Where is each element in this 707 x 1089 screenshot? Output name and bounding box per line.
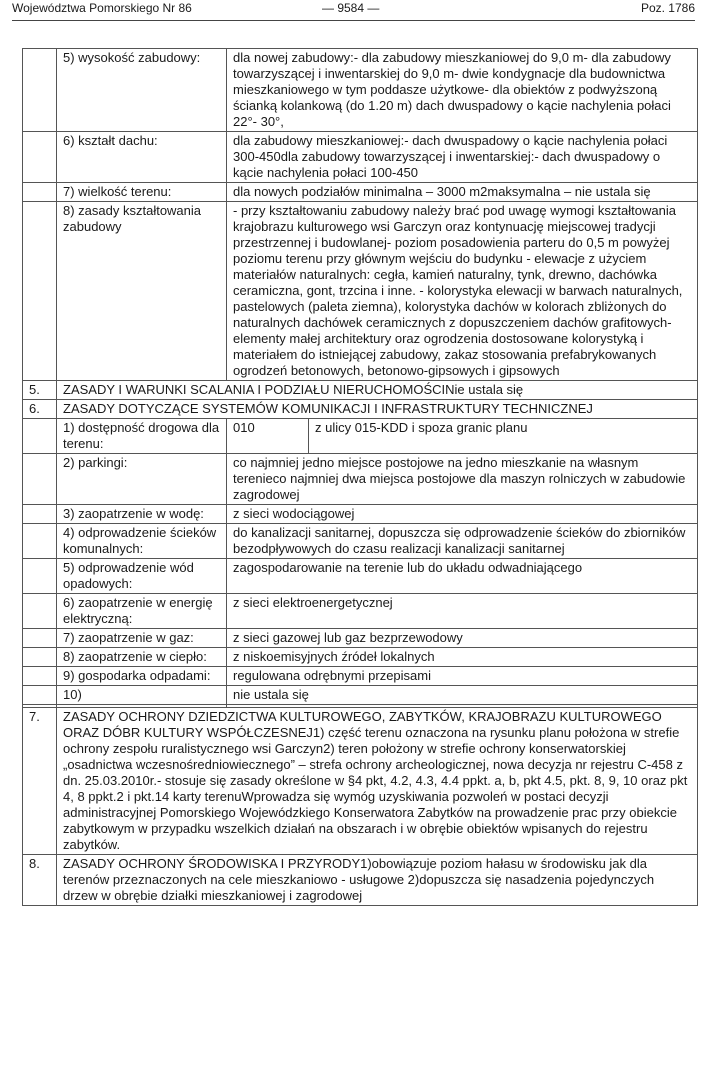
row-value: dla zabudowy mieszkaniowej:- dach dwuspadowy o kącie nachylenia połaci 300-450dla zabudowy towarzyszącej i inwentarskiej:- dach dwuspadowy o kącie nachylenia połaci 100-450 bbox=[227, 132, 698, 183]
row-label: 9) gospodarka odpadami: bbox=[57, 667, 227, 686]
table-row bbox=[23, 524, 698, 559]
table-row bbox=[23, 132, 698, 183]
row-value: - przy kształtowaniu zabudowy należy brać pod uwagę wymogi kształtowania krajobrazu kulturowego wsi Garczyn oraz kontynuację miejscowej tradycji przestrzennej i budowlanej- poziom posadowienia parteru do 0,5 m powyżej poziomu terenu przy głównym wejściu do budynku - elewacje z użyciem materiałów naturalnych: cegła, kamień naturalny, tynk, drewno, dachówka ceramiczna, gont, trzcina i inne. - kolorystyka elewacji w barwach naturalnych, pastelowych (paleta ziemna), kolorystyka dachów w kolorach zbliżonych do naturalnych dachówek ceramicznych z dopuszczeniem dachów grafitowych- elementy małej architektury oraz ogrodzenia dostosowane kolorystyką i materiałem do istniejącej zabudowy, zakaz stosowania prefabrykowanych ogrodzeń betonowych, betonowo-gipsowych i gipsowych bbox=[227, 202, 698, 381]
section-heading: ZASADY OCHRONY DZIEDZICTWA KULTUROWEGO, ZABYTKÓW, KRAJOBRAZU KULTUROWEGO ORAZ DÓBR KULTURY WSPÓŁCZESNEJ1) część terenu oznaczona na rysunku planu położona w strefie ochrony zespołu ruralistycznego wsi Garczyn2) teren położony w strefie ochrony konserwatorskiej „osadnictwa wczesnośredniowiecznego” – strefa ochrony archeologicznej, nowa decyzja nr rejestru C-458 z dn. 25.03.2010r.- stosuje się zasady określone w §4 pkt, 4.2, 4.3, 4.4 ppkt. a, b, pkt 4.5, pkt. 8, 9, 10 oraz pkt 4, 8 ppkt.2 i pkt.14 karty terenuWprowadza się wymóg uzyskiwania pozwoleń w postaci decyzji administracyjnej Pomorskiego Wojewódzkiego Konserwatora Zabytków na prowadzenie prac przy obiekcie zabytkowym w przypadku wszelkich działań na obszarach i w obrębie obiektów wpisanych do rejestru zabytków. bbox=[57, 708, 698, 855]
table-row bbox=[23, 49, 698, 132]
page-number: — 9584 — bbox=[322, 1, 380, 15]
row-label: 3) zaopatrzenie w wodę: bbox=[57, 505, 227, 524]
journal-title: Województwa Pomorskiego Nr 86 bbox=[12, 1, 192, 15]
row-value: regulowana odrębnymi przepisami bbox=[227, 667, 698, 686]
row-value: dla nowych podziałów minimalna – 3000 m2maksymalna – nie ustala się bbox=[227, 183, 698, 202]
row-label: 5) odprowadzenie wód opadowych: bbox=[57, 559, 227, 594]
section-row bbox=[23, 381, 698, 400]
table-row bbox=[23, 686, 698, 705]
row-label: 2) parkingi: bbox=[57, 454, 227, 505]
row-value: co najmniej jedno miejsce postojowe na jedno mieszkanie na własnym terenieco najmniej dwa miejsca postojowe dla maszyn rolniczych w zabudowie zagrodowej bbox=[227, 454, 698, 505]
section-number: 6. bbox=[23, 400, 57, 419]
section-row bbox=[23, 855, 698, 906]
table-row bbox=[23, 667, 698, 686]
table-row bbox=[23, 559, 698, 594]
row-label: 5) wysokość zabudowy: bbox=[57, 49, 227, 132]
row-value: z ulicy 015-KDD i spoza granic planu bbox=[309, 419, 698, 454]
section-row bbox=[23, 400, 698, 419]
section-row bbox=[23, 708, 698, 855]
table-row bbox=[23, 594, 698, 629]
table-row bbox=[23, 202, 698, 381]
area-code: 010 bbox=[227, 419, 309, 454]
row-label: 7) zaopatrzenie w gaz: bbox=[57, 629, 227, 648]
table-row bbox=[23, 648, 698, 667]
row-value: nie ustala się bbox=[227, 686, 698, 705]
row-value: dla nowej zabudowy:- dla zabudowy mieszkaniowej do 9,0 m- dla zabudowy towarzyszącej i inwentarskiej do 9,0 m- dwie kondygnacje dla budownictwa mieszkaniowego w tym poddasze użytkowe- dla obiektów z podwyższoną ścianką kolankową (do 1.20 m) dach dwuspadowy o kącie nachylenia połaci 22°- 30°, bbox=[227, 49, 698, 132]
section-number: 7. bbox=[23, 708, 57, 855]
row-label: 6) kształt dachu: bbox=[57, 132, 227, 183]
row-label: 10) bbox=[57, 686, 227, 705]
row-value: z sieci wodociągowej bbox=[227, 505, 698, 524]
row-label: 8) zaopatrzenie w ciepło: bbox=[57, 648, 227, 667]
table-row bbox=[23, 419, 698, 454]
row-value: z sieci elektroenergetycznej bbox=[227, 594, 698, 629]
section-heading: ZASADY I WARUNKI SCALANIA I PODZIAŁU NIERUCHOMOŚCINie ustala się bbox=[57, 381, 698, 400]
regulation-table bbox=[22, 48, 698, 906]
row-label: 1) dostępność drogowa dla terenu: bbox=[57, 419, 227, 454]
row-label: 4) odprowadzenie ścieków komunalnych: bbox=[57, 524, 227, 559]
section-heading: ZASADY OCHRONY ŚRODOWISKA I PRZYRODY1)obowiązuje poziom hałasu w środowisku jak dla terenów przeznaczonych na cele mieszkaniowo - usługowe 2)dopuszcza się nasadzenia pojedynczych drzew w obrębie działki mieszkaniowej i zagrodowej bbox=[57, 855, 698, 906]
row-label: 6) zaopatrzenie w energię elektryczną: bbox=[57, 594, 227, 629]
section-number: 5. bbox=[23, 381, 57, 400]
section-heading: ZASADY DOTYCZĄCE SYSTEMÓW KOMUNIKACJI I INFRASTRUKTURY TECHNICZNEJ bbox=[57, 400, 698, 419]
table-row bbox=[23, 629, 698, 648]
row-value: zagospodarowanie na terenie lub do układu odwadniającego bbox=[227, 559, 698, 594]
row-label: 7) wielkość terenu: bbox=[57, 183, 227, 202]
table-row bbox=[23, 183, 698, 202]
position-number: Poz. 1786 bbox=[640, 1, 695, 15]
row-value: do kanalizacji sanitarnej, dopuszcza się odprowadzenie ścieków do zbiorników bezodpływowych do czasu realizacji kanalizacji sanitarnej bbox=[227, 524, 698, 559]
row-value: z sieci gazowej lub gaz bezprzewodowy bbox=[227, 629, 698, 648]
table-row bbox=[23, 454, 698, 505]
table-row bbox=[23, 505, 698, 524]
row-label: 8) zasady kształtowania zabudowy bbox=[57, 202, 227, 381]
section-number: 8. bbox=[23, 855, 57, 906]
row-value: z niskoemisyjnych źródeł lokalnych bbox=[227, 648, 698, 667]
page-header bbox=[12, 0, 695, 21]
